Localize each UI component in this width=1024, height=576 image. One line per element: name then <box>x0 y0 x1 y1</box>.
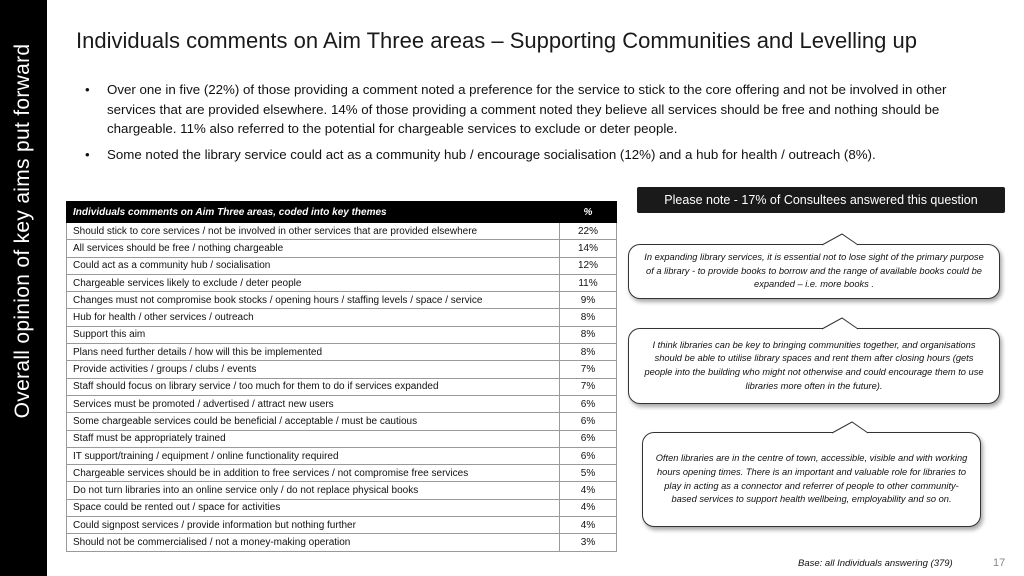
table-row <box>67 223 617 240</box>
table-row <box>67 240 617 257</box>
table-row <box>67 465 617 482</box>
theme-cell: Changes must not compromise book stocks / opening hours / staffing levels / space / service <box>67 292 560 309</box>
themes-table-container <box>66 201 617 552</box>
table-row <box>67 499 617 516</box>
percent-cell: 6% <box>560 430 617 447</box>
percent-cell: 8% <box>560 344 617 361</box>
theme-cell: Chargeable services likely to exclude / deter people <box>67 274 560 291</box>
bubble-tail-2 <box>820 317 860 330</box>
percent-cell: 9% <box>560 292 617 309</box>
percent-cell: 14% <box>560 240 617 257</box>
table-row <box>67 413 617 430</box>
note-banner: Please note - 17% of Consultees answered this question <box>637 187 1005 213</box>
theme-cell: Do not turn libraries into an online service only / do not replace physical books <box>67 482 560 499</box>
sidebar-title: Overall opinion of key aims put forward <box>11 43 34 419</box>
percent-cell: 4% <box>560 517 617 534</box>
bubble-tail-1 <box>820 233 860 246</box>
header-theme: Individuals comments on Aim Three areas, coded into key themes <box>67 202 560 223</box>
quote-text: I think libraries can be key to bringing communities together, and organisations should be able to utilise library spaces and rent them after closing hours (gets people into the building who might not otherwise and could encourage them to use libraries more often in the future). <box>644 339 984 391</box>
theme-cell: Services must be promoted / advertised / attract new users <box>67 395 560 412</box>
theme-cell: Should not be commercialised / not a money-making operation <box>67 534 560 551</box>
percent-cell: 11% <box>560 274 617 291</box>
percent-cell: 3% <box>560 534 617 551</box>
bullet-item: • Over one in five (22%) of those providing a comment noted a preference for the service to stick to the core offering and not be involved in other services that are provided elsewhere. 14% of those providing a comment noted they believe all services should be free and nothing should be chargeable. 11% also referred to the potential for chargeable services to exclude or deter people. <box>85 80 965 139</box>
theme-cell: Staff should focus on library service / too much for them to do if services expanded <box>67 378 560 395</box>
percent-cell: 12% <box>560 257 617 274</box>
percent-cell: 6% <box>560 395 617 412</box>
percent-cell: 8% <box>560 326 617 343</box>
theme-cell: Staff must be appropriately trained <box>67 430 560 447</box>
table-row <box>67 344 617 361</box>
base-note: Base: all Individuals answering (379) <box>798 558 953 569</box>
percent-cell: 6% <box>560 413 617 430</box>
quote-text: Often libraries are in the centre of town, accessible, visible and with working hours opening times. There is an important and valuable role for libraries to play in acting as a connector and referrer of people to other community-based services to support health wellbeing, employability and so on. <box>655 453 968 505</box>
percent-cell: 4% <box>560 499 617 516</box>
themes-table <box>66 201 617 552</box>
sidebar <box>0 0 47 576</box>
percent-cell: 22% <box>560 223 617 240</box>
table-row <box>67 378 617 395</box>
table-row <box>67 309 617 326</box>
table-row <box>67 326 617 343</box>
theme-cell: Could signpost services / provide information but nothing further <box>67 517 560 534</box>
theme-cell: Space could be rented out / space for activities <box>67 499 560 516</box>
theme-cell: Some chargeable services could be beneficial / acceptable / must be cautious <box>67 413 560 430</box>
table-body <box>67 223 617 552</box>
theme-cell: Could act as a community hub / socialisation <box>67 257 560 274</box>
theme-cell: Chargeable services should be in addition to free services / not compromise free services <box>67 465 560 482</box>
table-row <box>67 292 617 309</box>
percent-cell: 4% <box>560 482 617 499</box>
theme-cell: All services should be free / nothing chargeable <box>67 240 560 257</box>
quote-bubble-2 <box>628 328 1000 404</box>
table-header-row <box>67 202 617 223</box>
percent-cell: 6% <box>560 447 617 464</box>
table-row <box>67 517 617 534</box>
bubble-tail-3 <box>830 421 870 434</box>
header-percent: % <box>560 202 617 223</box>
theme-cell: Should stick to core services / not be involved in other services that are provided elsewhere <box>67 223 560 240</box>
page-number: 17 <box>993 557 1006 569</box>
table-row <box>67 482 617 499</box>
table-row <box>67 274 617 291</box>
quote-text: In expanding library services, it is essential not to lose sight of the primary purpose of a library - to provide books to borrow and the range of available books could be expanded – i.e. more books . <box>644 252 984 290</box>
theme-cell: Hub for health / other services / outreach <box>67 309 560 326</box>
theme-cell: Provide activities / groups / clubs / events <box>67 361 560 378</box>
table-row <box>67 395 617 412</box>
theme-cell: Support this aim <box>67 326 560 343</box>
percent-cell: 7% <box>560 361 617 378</box>
table-row <box>67 430 617 447</box>
table-row <box>67 447 617 464</box>
percent-cell: 5% <box>560 465 617 482</box>
quote-bubble-1 <box>628 244 1000 299</box>
quote-bubble-3 <box>642 432 981 527</box>
table-row <box>67 361 617 378</box>
theme-cell: IT support/training / equipment / online functionality required <box>67 447 560 464</box>
bullet-item: • Some noted the library service could act as a community hub / encourage socialisation (12%) and a hub for health / outreach (8%). <box>85 145 965 165</box>
table-row <box>67 534 617 551</box>
table-row <box>67 257 617 274</box>
percent-cell: 7% <box>560 378 617 395</box>
theme-cell: Plans need further details / how will this be implemented <box>67 344 560 361</box>
percent-cell: 8% <box>560 309 617 326</box>
bullet-list <box>85 80 965 170</box>
page-title: Individuals comments on Aim Three areas – Supporting Communities and Levelling up <box>76 28 917 53</box>
